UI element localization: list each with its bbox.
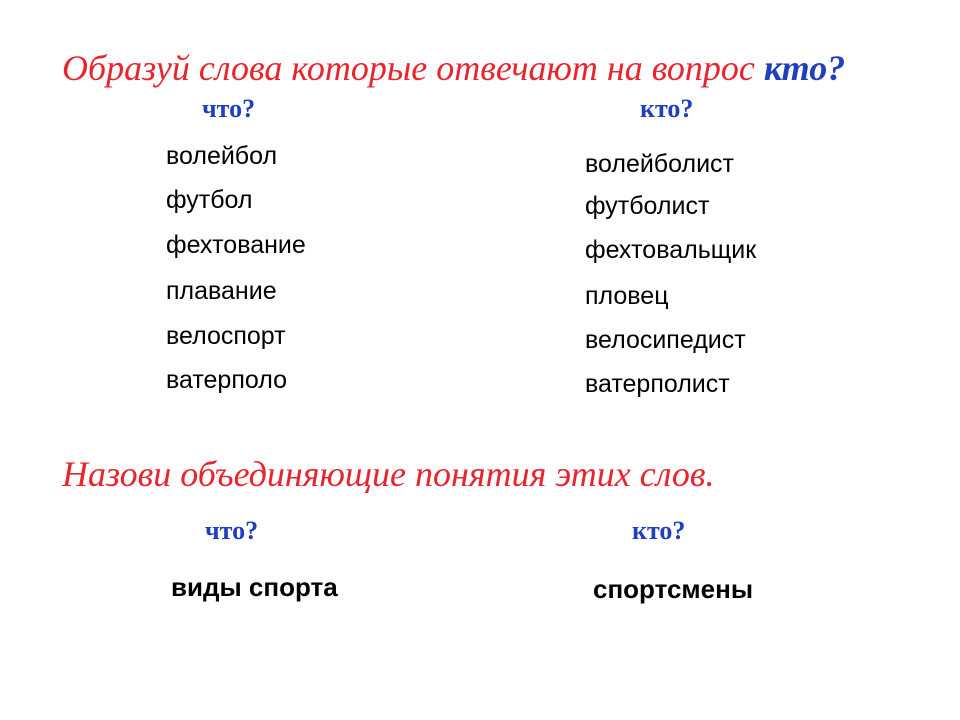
heading-form-words: [62, 50, 845, 86]
heading-accent-who: кто?: [763, 48, 846, 88]
heading-name-concepts: Назови объединяющие понятия этих слов.: [62, 454, 715, 494]
right-word: пловец: [585, 282, 669, 310]
left-word: футбол: [166, 186, 253, 214]
left-word: плавание: [166, 277, 277, 305]
right-word: велосипедист: [585, 326, 746, 354]
right-word: волейболист: [585, 150, 734, 178]
heading-form-words-text: Образуй слова которые отвечают на вопрос: [62, 48, 764, 88]
right-word: футболист: [585, 192, 710, 220]
left-question-what-2: что?: [205, 516, 259, 545]
left-word: волейбол: [166, 142, 278, 170]
left-question-what: что?: [202, 94, 256, 123]
left-word: фехтование: [166, 231, 306, 259]
right-question-who-2: кто?: [632, 516, 686, 545]
right-word: фехтовальщик: [585, 236, 757, 264]
left-word: ватерполо: [166, 366, 287, 394]
right-word: ватерполист: [585, 370, 730, 398]
answer-sportsmen: спортсмены: [593, 574, 754, 604]
answer-sport-types: виды спорта: [171, 572, 338, 602]
right-question-who: кто?: [640, 94, 694, 123]
left-word: велоспорт: [166, 322, 286, 350]
